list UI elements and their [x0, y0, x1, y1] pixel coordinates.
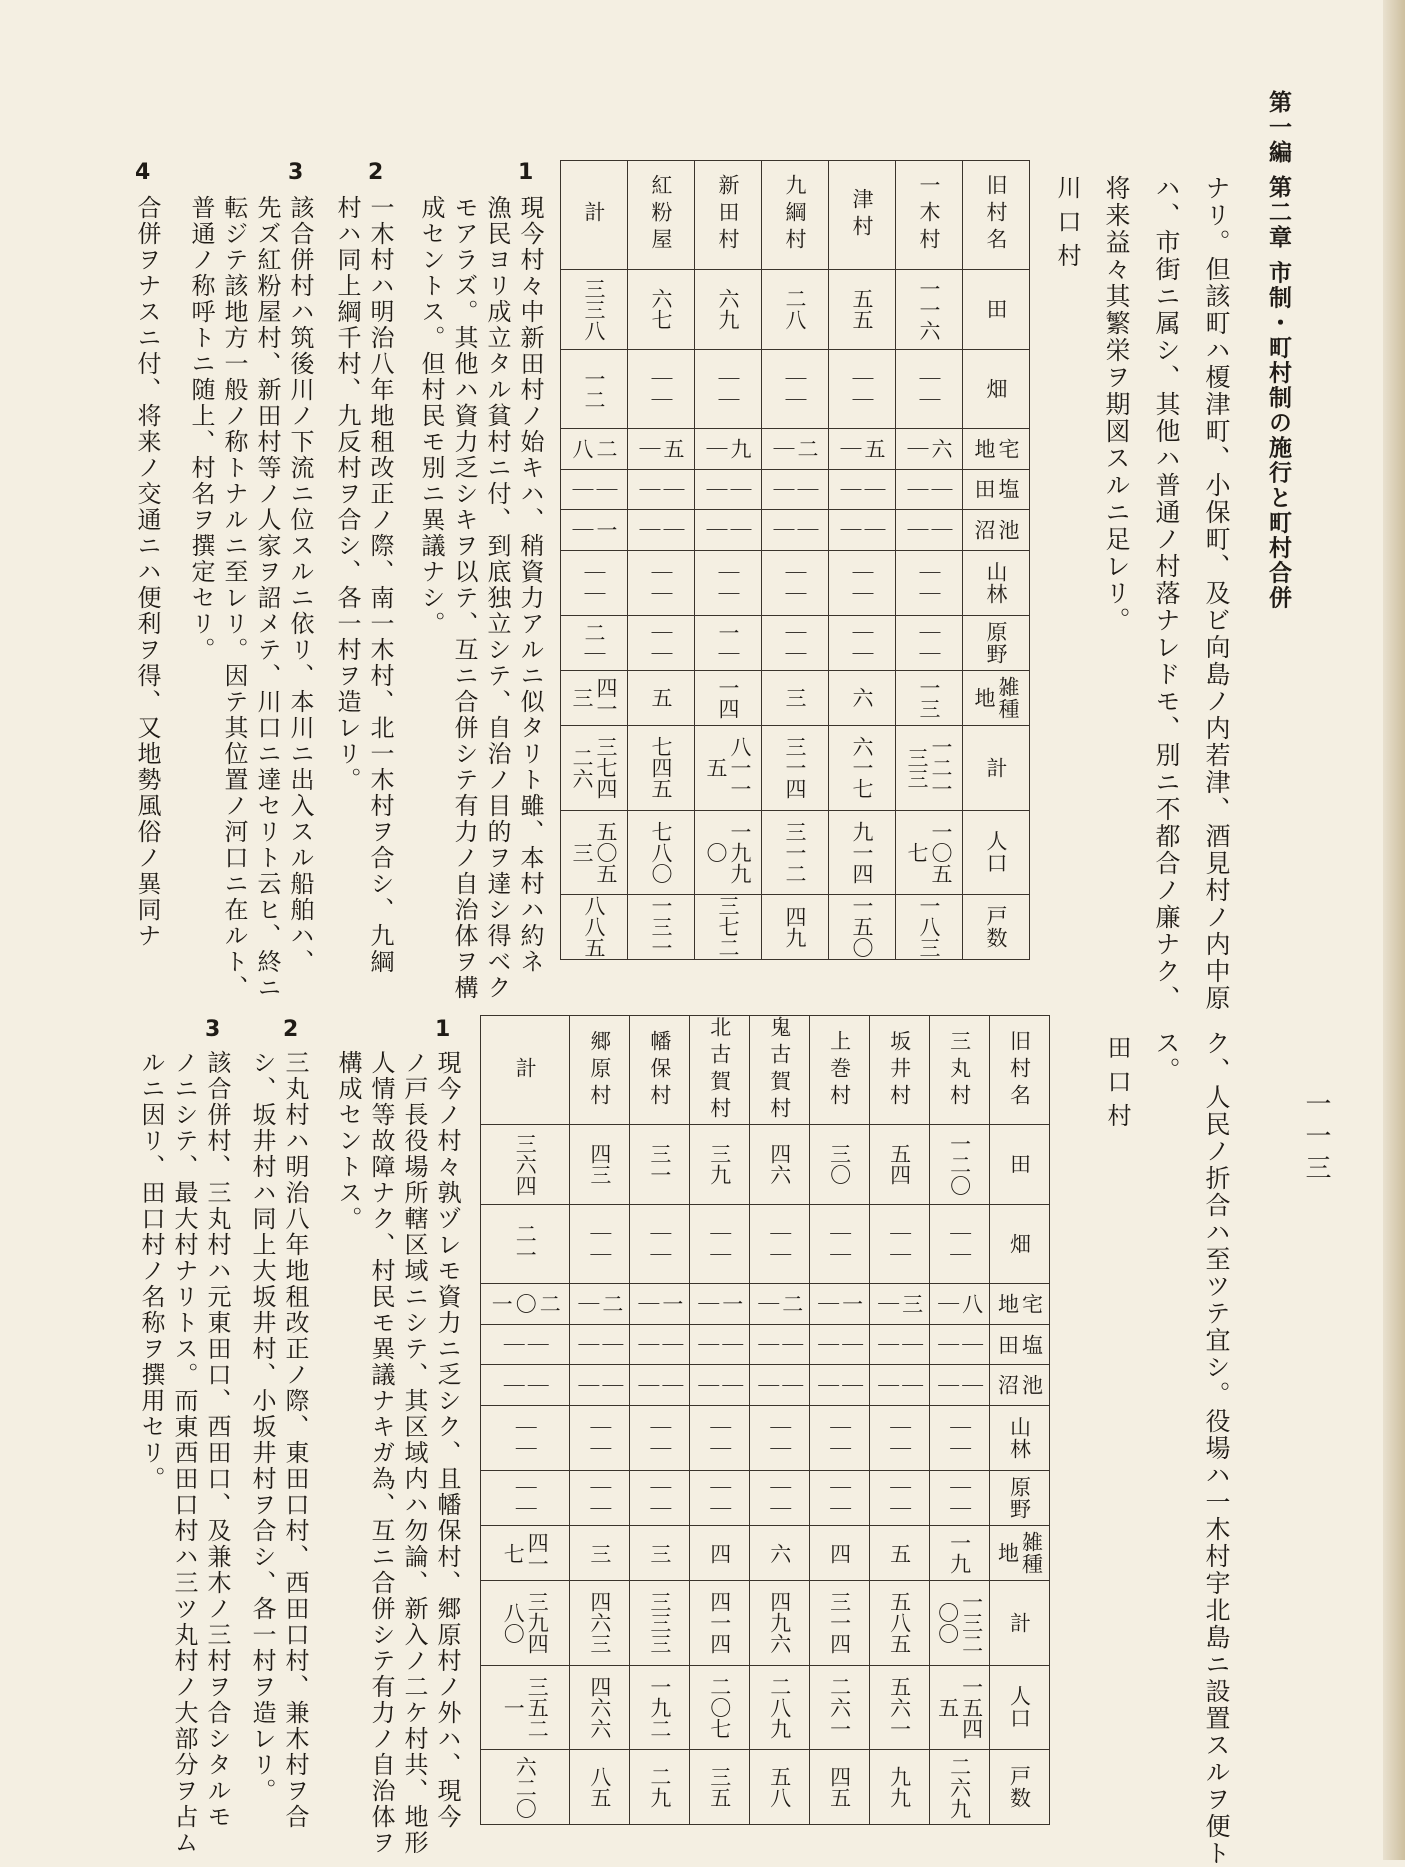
table-cell: 一九九〇	[695, 810, 762, 894]
table-cell: 五｜	[829, 429, 896, 470]
table-cell: ｜｜	[481, 1405, 570, 1470]
table-row	[630, 1016, 690, 1825]
table-cell: ｜｜	[570, 1470, 630, 1525]
table-cell: 六	[829, 670, 896, 725]
table-cell: ｜｜	[762, 550, 829, 615]
table-cell: 五八	[750, 1750, 810, 1825]
table-header: 雑種地	[990, 1526, 1050, 1581]
table-cell: ｜｜	[750, 1204, 810, 1284]
table-cell: 一一六	[896, 269, 963, 349]
table-cell: 一四	[695, 670, 762, 725]
table-cell: 一｜	[561, 510, 628, 551]
table-cell: 三九	[690, 1125, 750, 1205]
table-cell: 五	[628, 670, 695, 725]
table-cell: 四五	[810, 1750, 870, 1825]
table-cell: 七四五	[628, 726, 695, 810]
page-number: 一一三	[1301, 1090, 1331, 1186]
table-cell: ｜｜	[628, 510, 695, 551]
bottom-note-number: 3	[205, 1017, 221, 1042]
table-cell: 三	[630, 1526, 690, 1581]
table-cell: 五	[870, 1526, 930, 1581]
table-cell: 二〇七	[690, 1665, 750, 1749]
table-cell: 六二〇	[481, 1750, 570, 1825]
table-cell: 四六	[750, 1125, 810, 1205]
bottom-note-line: 三丸村ハ明治八年地租改正ノ際、東田口村、西田口村、兼木村ヲ合	[281, 1050, 309, 1830]
table-header: 畑	[963, 349, 1030, 429]
table-header: 田	[963, 269, 1030, 349]
table-cell: 六七	[628, 269, 695, 349]
table-cell: 三五二一	[481, 1665, 570, 1749]
table-cell: 一〇五七	[896, 810, 963, 894]
table-cell: 計	[481, 1016, 570, 1125]
bottom-note-line: ノニシテ、最大村ナリトス。而東西田口村ハ三ツ丸村ノ大部分ヲ占ム	[170, 1050, 198, 1856]
table-cell: 四	[810, 1526, 870, 1581]
table-cell: ｜｜	[930, 1204, 990, 1284]
table-cell: 三九四八〇	[481, 1581, 570, 1665]
table-cell: 一｜	[630, 1284, 690, 1325]
table-cell: 二｜	[750, 1284, 810, 1325]
table-cell: ｜｜	[695, 510, 762, 551]
table-row	[870, 1016, 930, 1825]
table-header: 宅地	[963, 429, 1030, 470]
table-cell: 一八三	[896, 894, 963, 959]
bottom-table	[480, 1015, 1050, 1825]
table-row	[810, 1016, 870, 1825]
top-intro-line-3: 将来益々其繁栄ヲ期図スルニ足レリ。	[1102, 175, 1131, 634]
table-cell: 五六一	[870, 1665, 930, 1749]
table-cell: ｜｜	[762, 469, 829, 510]
table-cell: ｜｜	[628, 550, 695, 615]
table-cell: 一三	[896, 670, 963, 725]
table-cell: ｜｜	[896, 510, 963, 551]
table-cell: ｜｜	[690, 1204, 750, 1284]
top-note-line: 漁民ヨリ成立タル貧村ニ付、到底独立シテ、自治ノ目的ヲ達シ得ベク	[483, 195, 511, 1001]
table-cell: 四一三	[561, 670, 628, 725]
table-cell: 九九	[870, 1750, 930, 1825]
table-cell: 九一四	[829, 810, 896, 894]
table-cell: ｜｜	[570, 1365, 630, 1406]
table-cell: 一三二〇〇	[930, 1581, 990, 1665]
top-note-line: 普通ノ称呼トニ随上、村名ヲ撰定セリ。	[187, 195, 215, 663]
table-cell: 五｜	[628, 429, 695, 470]
table-cell: 四六六	[570, 1665, 630, 1749]
bottom-note-line: 構成セントス。	[334, 1050, 362, 1232]
table-row	[695, 161, 762, 960]
table-cell: 二六一	[810, 1665, 870, 1749]
bottom-note-number: 2	[283, 1017, 299, 1042]
table-row	[561, 161, 628, 960]
table-cell: ｜｜	[930, 1324, 990, 1365]
table-cell: ｜｜	[870, 1324, 930, 1365]
table-cell: 三｜	[870, 1284, 930, 1325]
table-header: 旧村名	[990, 1016, 1050, 1125]
table-cell: ｜｜	[829, 615, 896, 670]
bottom-section-title: 田口村	[1103, 1035, 1131, 1137]
table-row	[628, 161, 695, 960]
top-note-number: 1	[518, 160, 534, 185]
table-cell: ｜｜	[896, 615, 963, 670]
top-note-line: 成セントス。但村民モ別ニ異議ナシ。	[417, 195, 445, 637]
top-note-number: 4	[135, 160, 151, 185]
table-cell: 四	[690, 1526, 750, 1581]
table-cell: 一九二	[630, 1665, 690, 1749]
table-cell: 八八五	[561, 894, 628, 959]
table-cell: 八五	[570, 1750, 630, 1825]
top-table	[560, 160, 1030, 960]
table-cell: ｜｜	[930, 1470, 990, 1525]
top-note-line: 転ジテ該地方一般ノ称トナルニ至レリ。因テ其位置ノ河口ニ在ルト、	[220, 195, 248, 1001]
table-cell: ｜｜	[561, 550, 628, 615]
bottom-note-line: ルニ因リ、田口村ノ名称ヲ撰用セリ。	[137, 1050, 165, 1492]
table-row	[481, 1016, 570, 1825]
table-cell: 六一七	[829, 726, 896, 810]
table-cell: ｜｜	[570, 1204, 630, 1284]
table-cell: ｜｜	[810, 1365, 870, 1406]
running-header: 第一編 第二章 市制・町村制の施行と町村合併	[1265, 90, 1291, 611]
table-cell: 三一二	[762, 810, 829, 894]
table-cell: 幡保村	[630, 1016, 690, 1125]
table-cell: ｜｜	[690, 1365, 750, 1406]
table-header: 計	[963, 726, 1030, 810]
table-row	[570, 1016, 630, 1825]
table-cell: ｜｜	[810, 1470, 870, 1525]
table-cell: 二九	[630, 1750, 690, 1825]
table-cell: ｜｜	[570, 1405, 630, 1470]
table-header: 戸数	[990, 1750, 1050, 1825]
table-cell: ｜｜	[930, 1365, 990, 1406]
table-cell: 三七四二六	[561, 726, 628, 810]
table-cell: 三一	[630, 1125, 690, 1205]
table-cell: 三一四	[810, 1581, 870, 1665]
table-cell: ｜｜	[630, 1405, 690, 1470]
table-cell: 北古賀村	[690, 1016, 750, 1125]
table-cell: 津村	[829, 161, 896, 270]
table-cell: 一｜	[695, 615, 762, 670]
top-note-line: 合併ヲナスニ付、将来ノ交通ニハ便利ヲ得、又地勢風俗ノ異同ナ	[133, 195, 161, 949]
table-cell: 一五四五	[930, 1665, 990, 1749]
table-cell: 一｜	[690, 1284, 750, 1325]
table-cell: 三七二	[695, 894, 762, 959]
table-cell: 一三一	[628, 894, 695, 959]
top-note-line: 該合併村ハ筑後川ノ下流ニ位スルニ依リ、本川ニ出入スル船舶ハ、	[286, 195, 314, 975]
table-cell: 新田村	[695, 161, 762, 270]
table-row	[750, 1016, 810, 1825]
table-cell: 六	[750, 1526, 810, 1581]
table-cell: 八一一五	[695, 726, 762, 810]
table-cell: ｜｜	[481, 1470, 570, 1525]
table-cell: 二｜	[762, 429, 829, 470]
table-cell: 三一四	[762, 726, 829, 810]
table-cell: ｜｜	[695, 469, 762, 510]
table-header-row	[990, 1016, 1050, 1825]
table-header: 山林	[990, 1405, 1050, 1470]
top-note-line: 一木村ハ明治八年地租改正ノ際、南一木村、北一木村ヲ合シ、九綱	[366, 195, 394, 975]
table-cell: ｜｜	[870, 1470, 930, 1525]
table-cell: ｜｜	[810, 1204, 870, 1284]
table-cell: ｜｜	[690, 1470, 750, 1525]
bottom-intro-line-2: ス。	[1152, 1030, 1181, 1084]
table-cell: 三六四	[481, 1125, 570, 1205]
table-cell: ｜｜	[750, 1405, 810, 1470]
table-cell: ｜｜	[810, 1405, 870, 1470]
table-cell: 五五	[829, 269, 896, 349]
table-header: 池沼	[990, 1365, 1050, 1406]
table-cell: ｜｜	[930, 1405, 990, 1470]
table-cell: 六｜	[896, 429, 963, 470]
table-cell: ｜｜	[870, 1365, 930, 1406]
table-cell: ｜｜	[762, 349, 829, 429]
table-cell: 三	[570, 1526, 630, 1581]
table-cell: ｜｜	[750, 1324, 810, 1365]
table-cell: 三丸村	[930, 1016, 990, 1125]
table-header: 田	[990, 1125, 1050, 1205]
table-cell: ｜｜	[762, 615, 829, 670]
table-cell: ｜｜	[896, 469, 963, 510]
table-cell: ｜｜	[829, 469, 896, 510]
table-header: 畑	[990, 1204, 1050, 1284]
table-header: 人口	[990, 1665, 1050, 1749]
table-cell: 四六三	[570, 1581, 630, 1665]
bottom-intro-line-1: ク、人民ノ折合ハ至ツテ宜シ。役場ハ一木村宇北島ニ設置スルヲ便ト	[1202, 1030, 1231, 1867]
table-row	[690, 1016, 750, 1825]
table-cell: 郷原村	[570, 1016, 630, 1125]
table-cell: 鬼古賀村	[750, 1016, 810, 1125]
top-section-title: 川口村	[1053, 175, 1081, 277]
table-cell: 一二一三三	[896, 726, 963, 810]
table-cell: 一｜	[810, 1284, 870, 1325]
table-cell: ｜｜	[896, 349, 963, 429]
table-cell: ｜｜	[481, 1324, 570, 1365]
table-cell: ｜｜	[630, 1204, 690, 1284]
table-cell: 三五	[690, 1750, 750, 1825]
table-cell: ｜｜	[829, 510, 896, 551]
table-cell: ｜｜	[762, 510, 829, 551]
table-cell: ｜｜	[870, 1405, 930, 1470]
table-cell: 上巻村	[810, 1016, 870, 1125]
table-header: 旧村名	[963, 161, 1030, 270]
table-cell: 六九	[695, 269, 762, 349]
table-cell: 一二	[561, 349, 628, 429]
table-cell: 九綱村	[762, 161, 829, 270]
bottom-note-line: 該合併村、三丸村ハ元東田口、西田口、及兼木ノ三村ヲ合シタルモ	[203, 1050, 231, 1830]
table-cell: 五四	[870, 1125, 930, 1205]
table-cell: ｜｜	[690, 1405, 750, 1470]
top-intro-line-1: ナリ。但該町ハ榎津町、小保町、及ビ向島ノ内若津、酒見村ノ内中原	[1202, 175, 1231, 1012]
table-cell: 二｜	[570, 1284, 630, 1325]
table-cell: ｜｜	[750, 1365, 810, 1406]
table-cell: ｜｜	[695, 349, 762, 429]
bottom-note-line: シ、坂井村ハ同上大坂井村、小坂井村ヲ合シ、各一村ヲ造レリ。	[248, 1050, 276, 1804]
table-cell: 一五〇	[829, 894, 896, 959]
table-cell: 九｜	[695, 429, 762, 470]
table-cell: 七八〇	[628, 810, 695, 894]
table-cell: 二一	[481, 1204, 570, 1284]
table-cell: 二八	[762, 269, 829, 349]
table-cell: ｜｜	[630, 1470, 690, 1525]
table-cell: 四九六	[750, 1581, 810, 1665]
table-cell: ｜｜	[481, 1365, 570, 1406]
top-note-number: 3	[288, 160, 304, 185]
table-cell: 一九	[930, 1526, 990, 1581]
table-cell: ｜｜	[690, 1324, 750, 1365]
table-cell: 三三三	[630, 1581, 690, 1665]
table-cell: ｜｜	[896, 550, 963, 615]
table-cell: ｜｜	[750, 1470, 810, 1525]
top-note-line: 現今村々中新田村ノ始キハ、稍資力アルニ似タリト雖、本村ハ約ネ	[516, 195, 544, 975]
table-header: 宅地	[990, 1284, 1050, 1325]
table-cell: 二｜	[561, 615, 628, 670]
table-row	[896, 161, 963, 960]
table-cell: ｜｜	[570, 1324, 630, 1365]
bottom-note-line: 現今ノ村々孰ヅレモ資力ニ乏シク、且幡保村、郷原村ノ外ハ、現今	[433, 1050, 461, 1830]
table-cell: 四一四	[690, 1581, 750, 1665]
table-cell: 四九	[762, 894, 829, 959]
table-cell: 三	[762, 670, 829, 725]
table-cell: 二六九	[930, 1750, 990, 1825]
table-cell: ｜｜	[829, 550, 896, 615]
table-header-row	[963, 161, 1030, 960]
table-cell: 三三八	[561, 269, 628, 349]
table-cell: 一木村	[896, 161, 963, 270]
table-header: 計	[990, 1581, 1050, 1665]
table-header: 戸数	[963, 894, 1030, 959]
table-cell: 五〇五三	[561, 810, 628, 894]
table-cell: 八｜	[930, 1284, 990, 1325]
table-header: 塩田	[963, 469, 1030, 510]
top-note-line: 村ハ同上綱千村、九反村ヲ合シ、各一村ヲ造レリ。	[333, 195, 361, 793]
table-header: 人口	[963, 810, 1030, 894]
top-intro-line-2: ハ、市街ニ属シ、其他ハ普通ノ村落ナレドモ、別ニ不都合ノ廉ナク、	[1152, 175, 1181, 1012]
table-cell: ｜｜	[810, 1324, 870, 1365]
table-cell: ｜｜	[870, 1204, 930, 1284]
table-cell: 紅粉屋	[628, 161, 695, 270]
table-header: 池沼	[963, 510, 1030, 551]
table-cell: 二八九	[750, 1665, 810, 1749]
table-cell: 坂井村	[870, 1016, 930, 1125]
table-cell: 三〇	[810, 1125, 870, 1205]
table-cell: ｜｜	[695, 550, 762, 615]
table-cell: 二〇一	[481, 1284, 570, 1325]
table-cell: ｜｜	[630, 1365, 690, 1406]
table-cell: ｜｜	[829, 349, 896, 429]
table-header: 雑種地	[963, 670, 1030, 725]
table-row	[829, 161, 896, 960]
table-row	[930, 1016, 990, 1825]
top-note-line: モアラズ。其他ハ資力乏シキヲ以テ、互ニ合併シテ有力ノ自治体ヲ構	[450, 195, 478, 1001]
table-cell: 二八	[561, 429, 628, 470]
table-header: 原野	[963, 615, 1030, 670]
bottom-note-line: 人情等故障ナク、村民モ異議ナキガ為、互ニ合併シテ有力ノ自治体ヲ	[367, 1050, 395, 1856]
table-header: 原野	[990, 1470, 1050, 1525]
table-cell: 四三	[570, 1125, 630, 1205]
top-note-number: 2	[368, 160, 384, 185]
table-cell: ｜｜	[561, 469, 628, 510]
bottom-note-line: ノ戸長役場所轄区域ニシテ、其区域内ハ勿論、新入ノ二ケ村共、地形	[400, 1050, 428, 1856]
table-cell: 計	[561, 161, 628, 270]
table-row	[762, 161, 829, 960]
top-note-line: 先ズ紅粉屋村、新田村等ノ人家ヲ詔メテ、川口ニ達セリト云ヒ、終ニ	[253, 195, 281, 1001]
table-cell: ｜｜	[628, 349, 695, 429]
table-cell: ｜｜	[628, 469, 695, 510]
bottom-note-number: 1	[435, 1017, 451, 1042]
table-cell: 一二〇	[930, 1125, 990, 1205]
page-edge	[1383, 0, 1405, 1860]
table-cell: 四一七	[481, 1526, 570, 1581]
table-cell: 五八五	[870, 1581, 930, 1665]
table-cell: ｜｜	[630, 1324, 690, 1365]
table-cell: ｜｜	[628, 615, 695, 670]
table-header: 塩田	[990, 1324, 1050, 1365]
table-header: 山林	[963, 550, 1030, 615]
